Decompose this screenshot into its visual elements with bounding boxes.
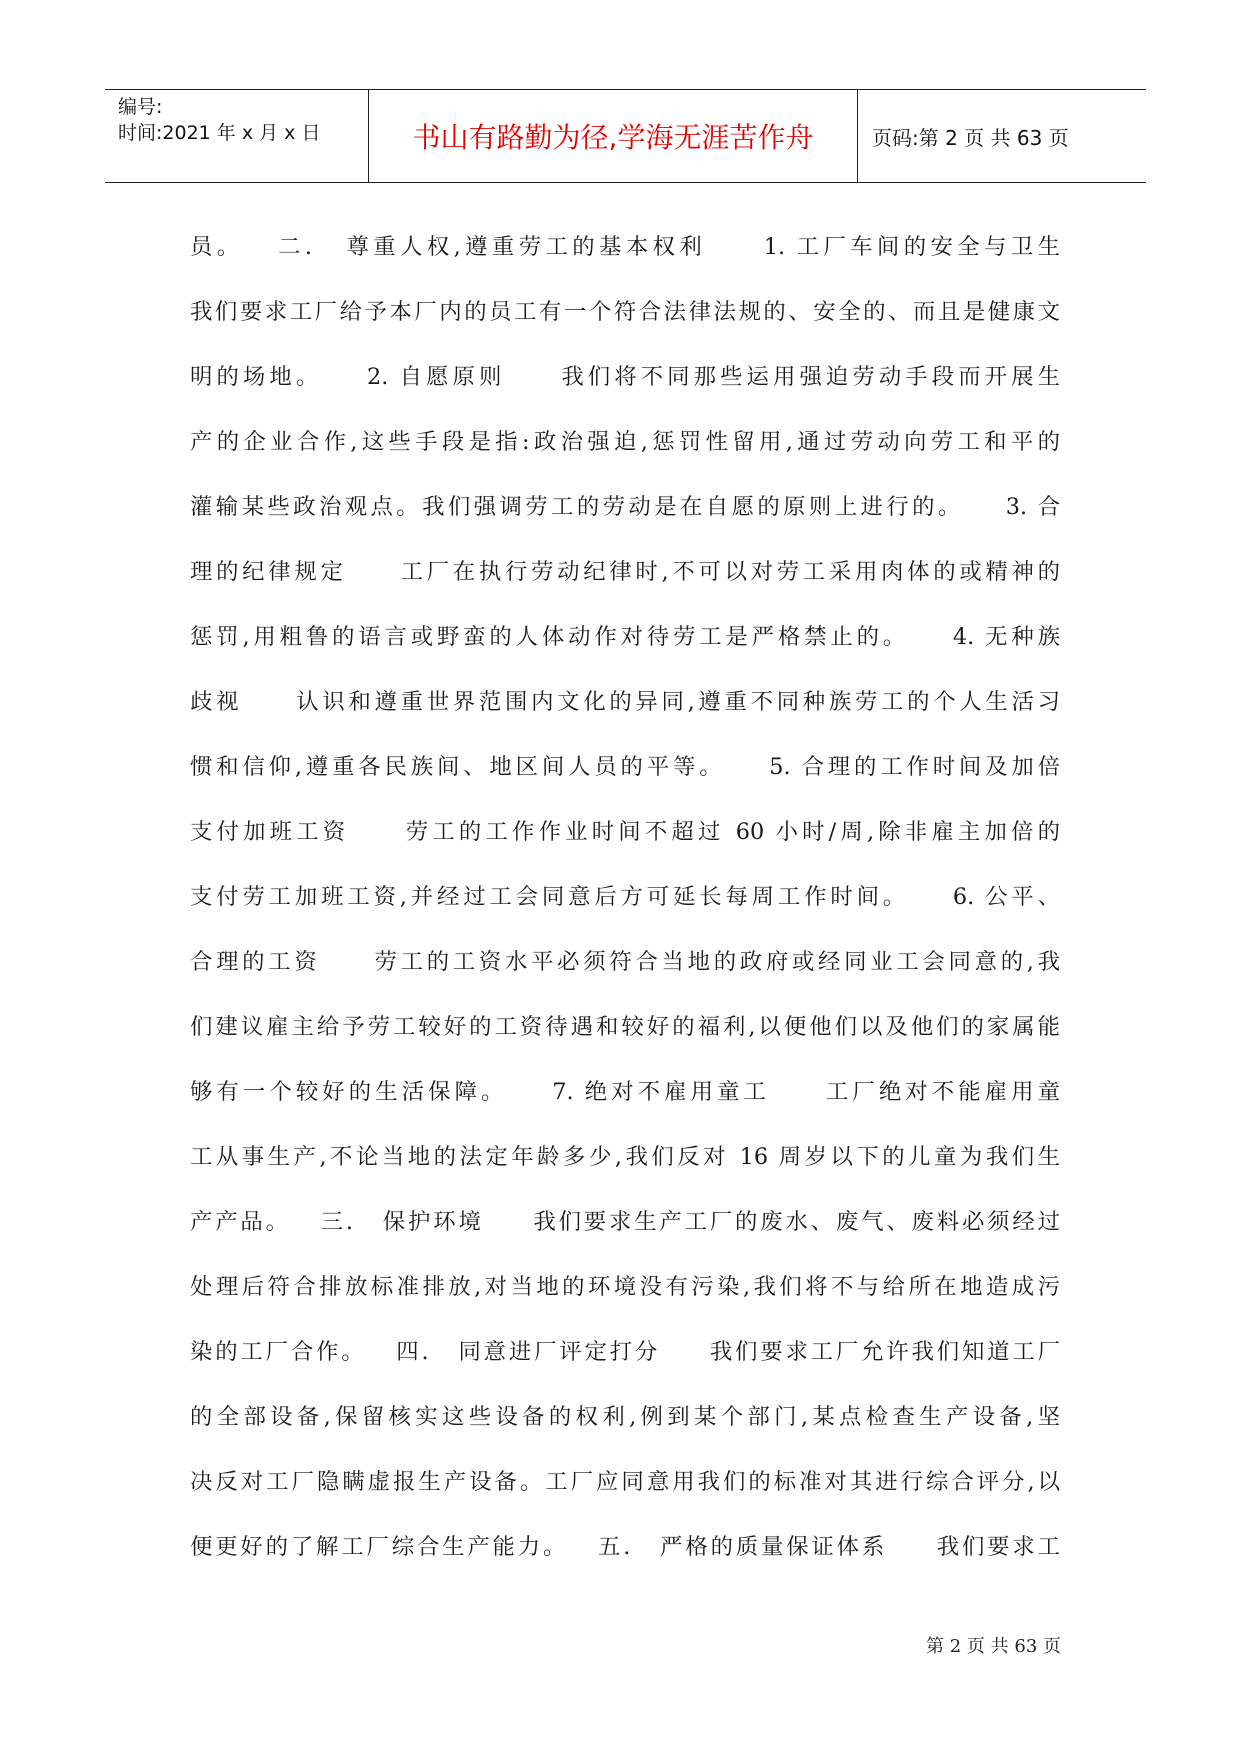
body-line: 工从事生产,不论当地的法定年龄多少,我们反对 16 周岁以下的儿童为我们生 bbox=[190, 1144, 1060, 1170]
body-line: 的全部设备,保留核实这些设备的权利,例到某个部门,某点检查生产设备,坚 bbox=[190, 1404, 1060, 1430]
document-body bbox=[190, 215, 1060, 1580]
body-line: 理的纪律规定 工厂在执行劳动纪律时,不可以对劳工采用肉体的或精神的 bbox=[190, 559, 1060, 585]
body-line: 处理后符合排放标准排放,对当地的环境没有污染,我们将不与给所在地造成污 bbox=[190, 1274, 1060, 1300]
body-line: 决反对工厂隐瞒虚报生产设备。工厂应同意用我们的标准对其进行综合评分,以 bbox=[190, 1469, 1060, 1495]
body-line: 产的企业合作,这些手段是指:政治强迫,惩罚性留用,通过劳动向劳工和平的 bbox=[190, 429, 1060, 455]
header-meta bbox=[105, 90, 369, 182]
body-line: 惩罚,用粗鲁的语言或野蛮的人体动作对待劳工是严格禁止的。 4. 无种族 bbox=[190, 624, 1060, 650]
header-motto: 书山有路勤为径,学海无涯苦作舟 bbox=[369, 90, 858, 182]
body-line: 明的场地。 2. 自愿原则 我们将不同那些运用强迫劳动手段而开展生 bbox=[190, 364, 1060, 390]
body-line: 产产品。 三. 保护环境 我们要求生产工厂的废水、废气、废料必须经过 bbox=[190, 1209, 1060, 1235]
body-line: 员。 二. 尊重人权,遵重劳工的基本权利 1. 工厂车间的安全与卫生 bbox=[190, 234, 1060, 260]
body-line: 支付劳工加班工资,并经过工会同意后方可延长每周工作时间。 6. 公平、 bbox=[190, 884, 1060, 910]
body-line: 支付加班工资 劳工的工作作业时间不超过 60 小时/周,除非雇主加倍的 bbox=[190, 819, 1060, 845]
body-line: 们建议雇主给予劳工较好的工资待遇和较好的福利,以便他们以及他们的家属能 bbox=[190, 1014, 1060, 1040]
page-footer: 第 2 页 共 63 页 bbox=[926, 1636, 1061, 1657]
body-line: 灌输某些政治观点。我们强调劳工的劳动是在自愿的原则上进行的。 3. 合 bbox=[190, 494, 1060, 520]
time-label: 时间:2021 年 x 月 x 日 bbox=[118, 122, 321, 144]
body-line: 合理的工资 劳工的工资水平必须符合当地的政府或经同业工会同意的,我 bbox=[190, 949, 1060, 975]
body-line: 染的工厂合作。 四. 同意进厂评定打分 我们要求工厂允许我们知道工厂 bbox=[190, 1339, 1060, 1365]
header-page-label: 页码:第 2 页 共 63 页 bbox=[872, 125, 1069, 150]
serial-label: 编号: bbox=[118, 96, 163, 118]
body-line: 我们要求工厂给予本厂内的员工有一个符合法律法规的、安全的、而且是健康文 bbox=[190, 299, 1060, 325]
body-line: 惯和信仰,遵重各民族间、地区间人员的平等。 5. 合理的工作时间及加倍 bbox=[190, 754, 1060, 780]
body-line: 够有一个较好的生活保障。 7. 绝对不雇用童工 工厂绝对不能雇用童 bbox=[190, 1079, 1060, 1105]
body-line: 便更好的了解工厂综合生产能力。 五. 严格的质量保证体系 我们要求工 bbox=[190, 1534, 1060, 1560]
page-header bbox=[105, 89, 1146, 183]
body-line: 歧视 认识和遵重世界范围内文化的异同,遵重不同种族劳工的个人生活习 bbox=[190, 689, 1060, 715]
